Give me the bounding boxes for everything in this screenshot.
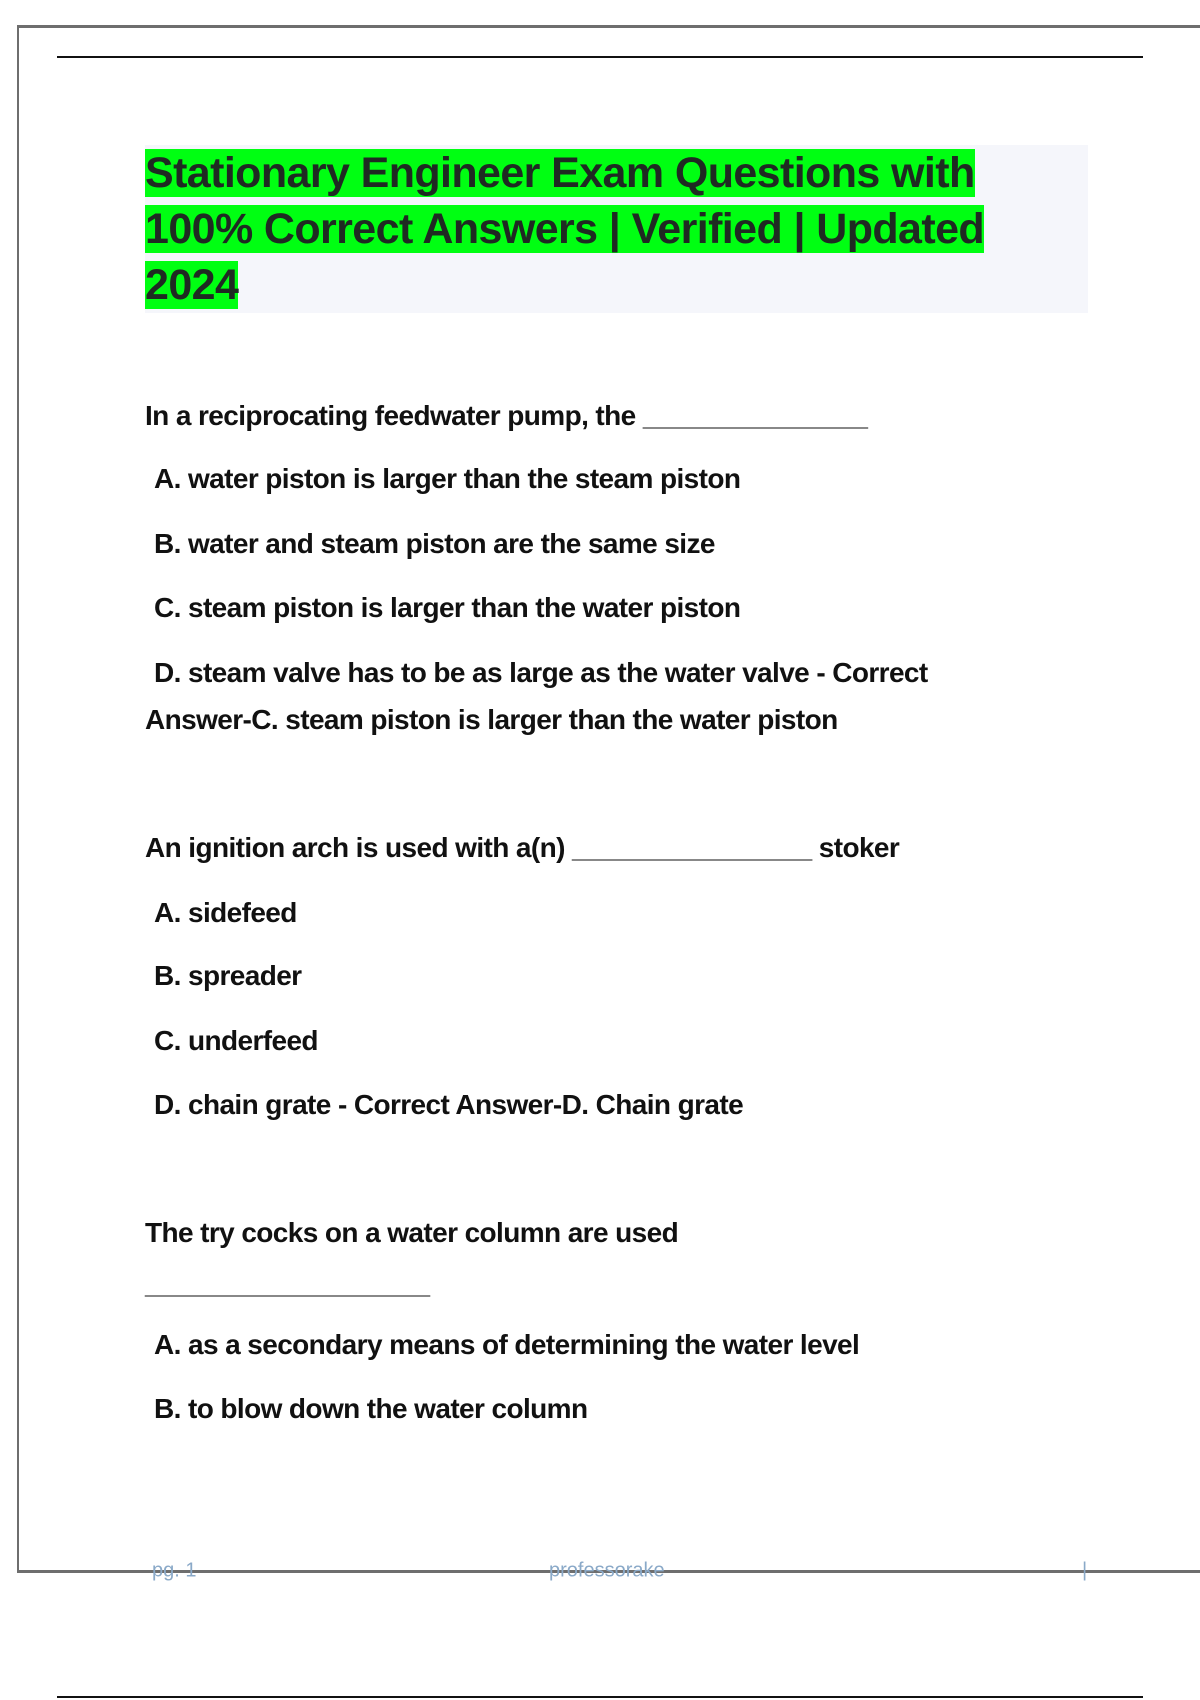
question-3-prompt: The try cocks on a water column are used — [145, 1217, 679, 1248]
document-title: Stationary Engineer Exam Questions with 100% Correct Answers | Verified | Updated 2024 — [145, 149, 985, 309]
question-2-option-c: C. underfeed — [154, 1025, 318, 1056]
footer-page-number: pg. 1 — [152, 1559, 197, 1582]
question-2-option-d: D. chain grate - Correct Answer-D. Chain grate — [154, 1089, 744, 1120]
question-3-blank: ___________________ — [145, 1268, 430, 1299]
question-3-option-b: B. to blow down the water column — [154, 1393, 588, 1424]
next-page-header-rule — [57, 1696, 1143, 1698]
question-1-option-b: B. water and steam piston are the same size — [154, 528, 715, 559]
question-3-option-a: A. as a secondary means of determining the water level — [154, 1329, 860, 1360]
footer-author: professorake — [549, 1559, 665, 1582]
question-2-option-a: A. sidefeed — [154, 897, 297, 928]
question-1-prompt: In a reciprocating feedwater pump, the _______________ — [145, 400, 868, 431]
question-2-prompt: An ignition arch is used with a(n) ________________ stoker — [145, 832, 900, 863]
question-2-option-b: B. spreader — [154, 960, 302, 991]
question-1-answer: Answer-C. steam piston is larger than the water piston — [145, 704, 838, 735]
question-1-option-c: C. steam piston is larger than the water piston — [154, 592, 741, 623]
question-1-option-d: D. steam valve has to be as large as the water valve - Correct — [154, 657, 928, 688]
header-rule — [57, 56, 1143, 58]
page-border-left — [17, 25, 19, 1573]
question-1-option-a: A. water piston is larger than the steam piston — [154, 463, 741, 494]
page-border-top — [17, 25, 1200, 28]
footer-separator: | — [1082, 1559, 1088, 1582]
